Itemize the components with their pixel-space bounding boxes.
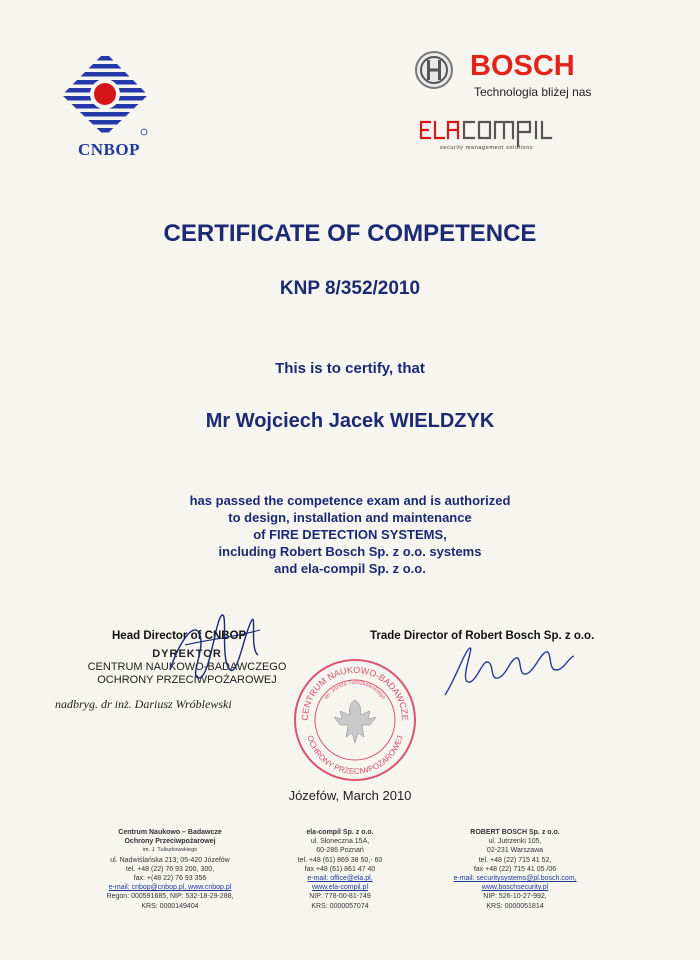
footer-line: Regon: 000591685, NIP: 532-18-29-288, [106,893,234,901]
footer-elacompil [245,828,435,911]
body-line: to design, installation and maintenance [228,510,472,525]
cnbop-logo [60,50,150,138]
footer-line: ul. Jutrzenki 105, [488,838,542,846]
footer-line[interactable]: www.boschsecurity.pl [481,884,549,892]
cnbop-label: CNBOP [78,140,140,159]
certificate-title: CERTIFICATE OF COMPETENCE [163,220,537,247]
footer-line: tel. +48 (61) 869 38 50,- 60 [297,856,383,864]
footer-line[interactable]: e-mail: office@ela.pl, [307,875,373,883]
footer-line: NIP: 778-00-81-749 [309,893,371,901]
body-line: and ela-compil Sp. z o.o. [274,561,426,576]
recipient-name: Mr Wojciech Jacek WIELDZYK [205,410,495,432]
footer-line: KRS: 0000149404 [141,902,199,910]
elacompil-tagline: security management solutions [440,145,534,151]
footer-line[interactable]: e-mail: cnbop@cnbop.pl, www.cnbop.pl [108,884,232,892]
bosch-tagline: Technologia bliżej nas [474,85,592,99]
head-director-signature [160,600,270,690]
stamp-line: DYREKTOR [152,648,222,660]
footer-line: tel. +48 (22) 715 41 52, [478,856,552,864]
body-line: has passed the competence exam and is authorized [189,493,511,508]
footer-line: fax +48 (22) 715 41 05 /06 [473,865,557,873]
body-line: of FIRE DETECTION SYSTEMS, [253,527,447,542]
certify-line: This is to certify, that [275,360,425,377]
footer-cnbop [75,828,265,911]
footer-bosch [420,828,610,911]
footer-line: KRS: 0000057074 [311,902,369,910]
footer-line[interactable]: e-mail: securitysystems@pl.bosch.com, [453,875,577,883]
bosch-armature-icon [414,50,454,90]
svg-text:im. Józefa Tuliszkowskiego [324,680,387,701]
head-director-name: nadbryg. dr inż. Dariusz Wróblewski [55,697,232,711]
stamp-line: OCHRONY PRZECIWPOŻAROWEJ [97,674,277,686]
stamp-line: CENTRUM NAUKOWO-BADAWCZEGO [87,661,287,673]
footer-line[interactable]: www.ela-compil.pl [311,884,369,892]
footer-line: 02-231 Warszawa [486,847,544,855]
footer-line: ul. Słoneczna 15A, [310,838,370,846]
institution-seal [290,655,420,785]
footer-line: 60-286 Poznań [316,847,364,855]
footer-line: tel. +48 (22) 76 93 200, 300, [125,865,215,873]
certificate-reference: KNP 8/352/2010 [279,278,421,299]
footer-line: KRS: 0000051814 [486,902,544,910]
trade-director-label: Trade Director of Robert Bosch Sp. z o.o. [370,630,595,642]
certificate-body [120,492,580,577]
footer-line: fax: +(48 22) 76 93 356 [133,875,207,883]
head-director-label: Head Director of CNBOP [112,630,247,642]
footer-line: ROBERT BOSCH Sp. z o.o. [470,829,560,836]
body-line: including Robert Bosch Sp. z o.o. systems [218,544,482,559]
footer-line: Ochrony Przeciwpożarowej [124,838,216,846]
seal-text-top: CENTRUM NAUKOWO-BADAWCZE [299,664,411,721]
seal-text-bottom: OCHRONY PRZECIWPOŻAROWEJ [305,734,405,777]
trade-director-signature [440,640,580,700]
footer-line: Centrum Naukowo – Badawcze [118,829,222,836]
footer-line: im. J. Tuliszkowskiego [142,847,198,854]
issue-date: Józefów, March 2010 [288,788,412,803]
footer-line: ul. Nadwiślańska 213; 05-420 Józefów [110,856,230,864]
footer-line: NIP: 526-10-27-992, [483,893,547,901]
footer-line: fax +48 (61) 861 47 40 [304,865,376,873]
seal-text-inner: im. Józefa Tuliszkowskiego [323,679,387,701]
footer-line: ela-compil Sp. z o.o. [306,829,374,836]
bosch-wordmark: BOSCH [470,50,575,82]
